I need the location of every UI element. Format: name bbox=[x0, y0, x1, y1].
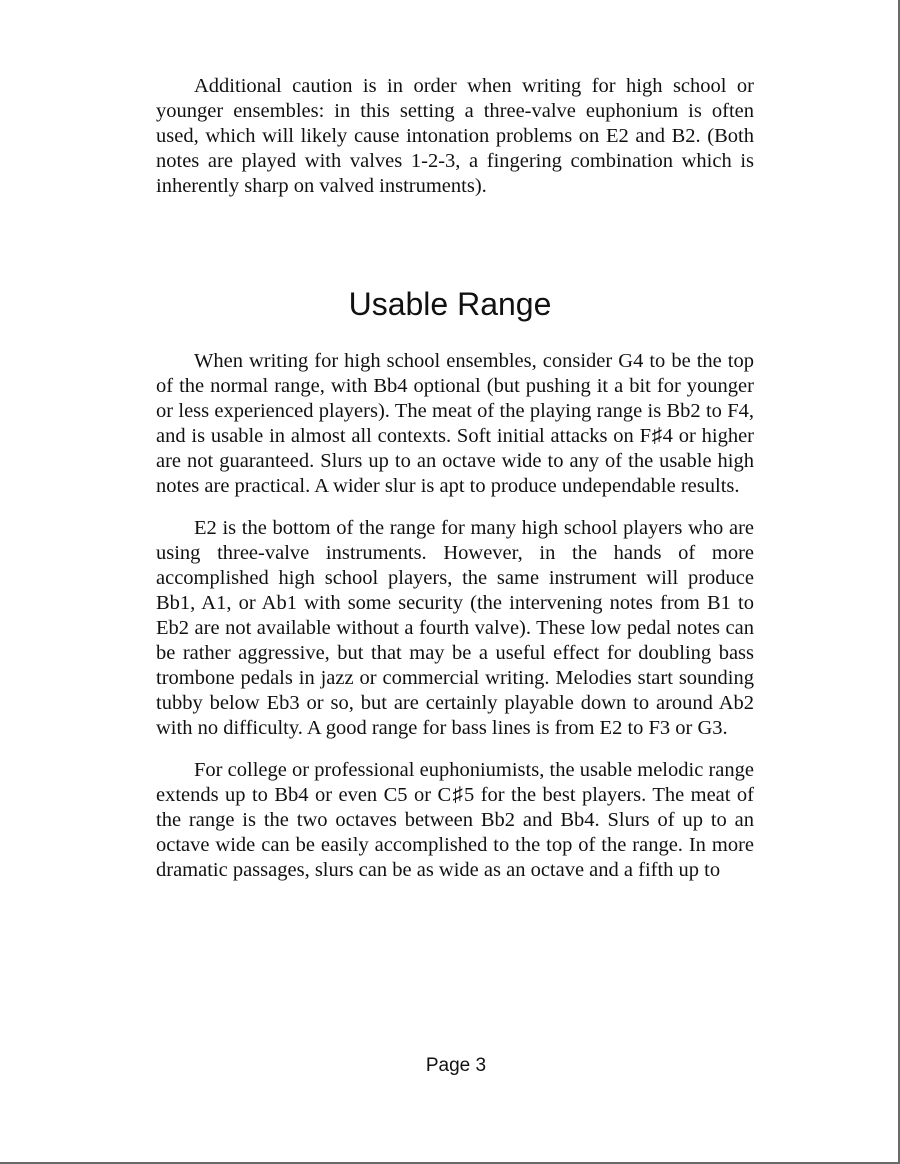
intro-block bbox=[156, 74, 754, 199]
body-paragraph: When writing for high school ensembles, consider G4 to be the top of the normal range, with Bb4 optional (but pushing it a bit for younger or less experienced players). The meat of the playing range is Bb2 to F4, and is usable in almost all contexts. Soft initial attacks on F♯4 or higher are not guaranteed. Slurs up to an octave wide to any of the usable high notes are practical. A wider slur is apt to produce undependable results. bbox=[156, 350, 754, 497]
body-paragraph: For college or professional euphoniumists, the usable melodic range extends up to Bb4 or even C5 or C♯5 for the best players. The meat of the range is the two octaves between Bb2 and Bb4. Slurs of up to an octave wide can be easily accomplished to the top of the range. In more dramatic passages, slurs can be as wide as an octave and a fifth up to bbox=[156, 759, 754, 881]
intro-paragraph: Additional caution is in order when writing for high school or younger ensembles: in this setting a three-valve euphonium is often used, which will likely cause intonation problems on E2 and B2. (Both notes are played with valves 1-2-3, a fingering combination which is inherently sharp on valved instruments). bbox=[156, 75, 754, 197]
page-number: Page 3 bbox=[425, 1055, 487, 1076]
section-body bbox=[156, 349, 754, 900]
body-paragraph: E2 is the bottom of the range for many high school players who are using three-valve instruments. However, in the hands of more accomplished high school players, the same instrument will produce Bb1, A1, or Ab1 with some security (the intervening notes from B1 to Eb2 are not available without a fourth valve). These low pedal notes can be rather aggressive, but that may be a useful effect for doubling bass trombone pedals in jazz or commercial writing. Melodies start sounding tubby below Eb3 or so, but are certainly playable down to around Ab2 with no difficulty. A good range for bass lines is from E2 to F3 or G3. bbox=[156, 517, 754, 739]
section-heading: Usable Range bbox=[348, 286, 552, 322]
